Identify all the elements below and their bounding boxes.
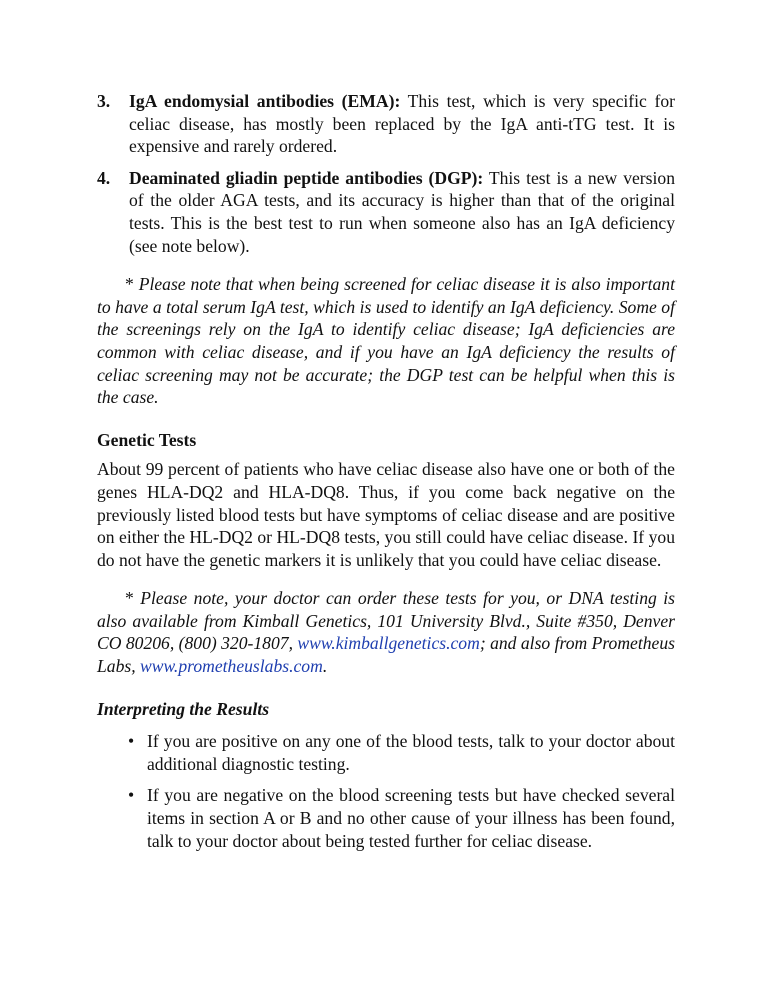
list-item xyxy=(97,90,675,158)
note-text: Please note that when being screened for celiac disease it is also important to have a total serum IgA test, which is used to identify an IgA deficiency. Some of the screenings rely on the IgA to identify celiac disease; IgA deficiencies are common with celiac disease, and if you have an IgA deficiency the results of celiac screening may not be accurate; the DGP test can be helpful when this is the case. xyxy=(97,274,675,408)
list-item-text xyxy=(129,90,675,158)
list-item-text xyxy=(129,167,675,257)
list-item xyxy=(97,167,675,257)
note-text-middle: ; and also from Prometheus Labs, xyxy=(97,633,675,677)
bullet-marker: • xyxy=(128,731,135,752)
list-item xyxy=(128,784,675,852)
antibody-test-list xyxy=(97,90,675,257)
note-text-end: . xyxy=(322,656,328,677)
list-number: 3. xyxy=(97,91,111,111)
note-text: Please note, your doctor can order these tests for you, or DNA testing is also available from Kimball Genetics, 101 University Blvd., Suite #350, Denver CO 80206, (800) 320-1807, xyxy=(97,588,676,654)
interpreting-results-heading: Interpreting the Results xyxy=(97,698,270,719)
genetic-tests-heading: Genetic Tests xyxy=(97,429,197,450)
test-description: This test, which is very specific for celiac disease, has mostly been replaced by the IgA anti-tTG test. It is expensive and rarely ordered. xyxy=(129,91,676,157)
note-asterisk: * xyxy=(125,588,141,609)
genetic-tests-paragraph: About 99 percent of patients who have celiac disease also have one or both of the genes HLA-DQ2 and HLA-DQ8. Thus, if you come back negative on the previously listed blood tests but have symptoms of celiac disease and are positive on either the HL-DQ2 or HL-DQ8 tests, you still could have celiac disease. If you do not have the genetic markers it is unlikely that you could have celiac disease. xyxy=(97,459,675,570)
test-description: This test is a new version of the older AGA tests, and its accuracy is higher than that of the original tests. This is the best test to run when someone also has an IgA deficiency (see note below). xyxy=(129,167,675,256)
list-item-text: If you are positive on any one of the blood tests, talk to your doctor about additional diagnostic testing. xyxy=(147,731,675,774)
note-asterisk: * xyxy=(125,274,139,295)
test-name: IgA endomysial antibodies (EMA): xyxy=(129,91,401,111)
list-number: 4. xyxy=(97,167,111,188)
bullet-marker: • xyxy=(128,785,135,806)
iga-note xyxy=(97,273,675,409)
kimball-genetics-link[interactable]: www.kimballgenetics.com xyxy=(297,633,480,654)
test-name: Deaminated gliadin peptide antibodies (DGP): xyxy=(129,167,484,188)
interpreting-results-list xyxy=(97,730,675,852)
dna-testing-note xyxy=(97,587,675,677)
document-page xyxy=(97,90,675,861)
list-item-text: If you are negative on the blood screening tests but have checked several items in section A or B and no other cause of your illness has been found, talk to your doctor about being tested further for celiac disease. xyxy=(147,785,675,851)
prometheus-labs-link[interactable]: www.prometheuslabs.com xyxy=(140,656,323,677)
list-item xyxy=(128,730,675,775)
